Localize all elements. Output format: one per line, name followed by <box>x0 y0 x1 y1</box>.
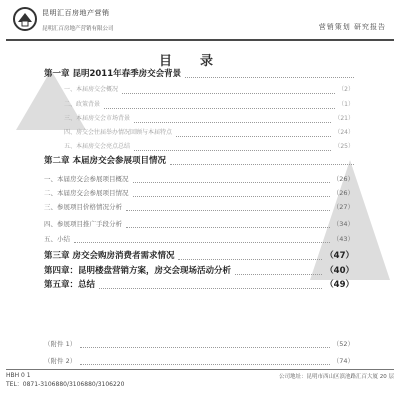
toc-leader-dots <box>74 242 330 243</box>
toc-entry[interactable] <box>0 279 400 293</box>
toc-entry[interactable] <box>0 218 400 232</box>
toc-leader-dots <box>235 274 322 275</box>
toc-entry-page: （1） <box>338 101 354 108</box>
toc-entry[interactable] <box>0 99 400 113</box>
footer-code: HBH 0 1 <box>6 372 31 379</box>
org-subtitle: 昆明汇百房地产营销有限公司 <box>42 26 114 32</box>
toc-entry-page: （47） <box>325 251 354 261</box>
toc-leader-dots <box>170 164 354 165</box>
toc-entry[interactable] <box>0 201 400 215</box>
toc-leader-dots <box>185 77 354 78</box>
toc-entry[interactable] <box>0 265 400 279</box>
toc-leader-dots <box>134 122 331 123</box>
toc-entry-title: 二、本届房交会参展项目情况 <box>44 189 129 197</box>
toc-entry-page: （27） <box>332 203 354 211</box>
toc-entry-title: （附件 2） <box>44 357 77 365</box>
toc-entry-page: （52） <box>332 340 354 348</box>
toc-entry[interactable] <box>0 355 400 369</box>
toc-entry-page: （49） <box>325 280 354 290</box>
toc-entry-title: 三、参展项目价格情况分析 <box>44 203 122 211</box>
toc-entry[interactable] <box>0 113 400 127</box>
toc-leader-dots <box>126 210 330 211</box>
toc-entry[interactable] <box>0 68 400 82</box>
toc-entry-title: 第一章 昆明2011年春季房交会背景 <box>44 69 182 79</box>
org-name: 昆明汇百房地产营销 <box>42 9 110 17</box>
toc-leader-dots <box>126 227 330 228</box>
toc-entry-title: （附件 1） <box>44 340 77 348</box>
toc-entry-title: 四、参展项目推广手段分析 <box>44 220 122 228</box>
toc-entry-title: 第三章 房交会购房消费者需求情况 <box>44 251 175 261</box>
toc-entry[interactable] <box>0 155 400 169</box>
page-header <box>8 6 392 42</box>
footer-left <box>6 371 124 389</box>
toc-leader-dots <box>176 136 331 137</box>
toc-leader-dots <box>178 259 322 260</box>
toc-entry-page: （34） <box>332 220 354 228</box>
toc-entry[interactable] <box>0 250 400 264</box>
toc-leader-dots <box>133 196 330 197</box>
toc-entry[interactable] <box>0 127 400 141</box>
toc-entry-title: 五、本届房交会亮点总结 <box>64 143 131 150</box>
toc-entry-page: （24） <box>334 129 354 136</box>
toc-entry-title: 一、本届房交会概况 <box>64 86 119 93</box>
toc-entry-title: 一、本届房交会参展项目概况 <box>44 175 129 183</box>
toc-leader-dots <box>134 150 331 151</box>
toc-entry-page: （40） <box>325 266 354 276</box>
footer-rule <box>6 369 394 370</box>
toc-entry-page: （26） <box>332 175 354 183</box>
header-rule <box>6 39 394 41</box>
toc-entry-page: （21） <box>334 115 354 122</box>
toc-entry-title: 第四章：昆明楼盘营销方案，房交会现场活动分析 <box>44 266 232 276</box>
toc-entry[interactable] <box>0 233 400 247</box>
header-right-text: 营销策划 研究报告 <box>318 23 386 31</box>
toc-entry-title: 二、政策背景 <box>64 101 101 108</box>
toc-leader-dots <box>99 288 322 289</box>
toc-title: 目录 <box>158 54 241 69</box>
toc-entry-page: （26） <box>332 189 354 197</box>
toc-entry[interactable] <box>0 141 400 155</box>
toc-entry-title: 四、房交会往届举办情况回顾与本届特点 <box>64 129 173 136</box>
toc-entry-page: （25） <box>334 143 354 150</box>
footer-address: 公司地址：昆明市西山区滇池路汇百大厦 20 层 <box>279 374 394 380</box>
toc-entry[interactable] <box>0 187 400 201</box>
toc-leader-dots <box>104 108 335 109</box>
toc-entry[interactable] <box>0 173 400 187</box>
toc-entry-title: 五、小结 <box>44 235 70 243</box>
toc-entry-page: （74） <box>332 357 354 365</box>
toc-entry[interactable] <box>0 84 400 98</box>
toc-leader-dots <box>133 182 330 183</box>
toc-entry-page: （2） <box>338 86 354 93</box>
toc-leader-dots <box>80 347 330 348</box>
toc-entry-title: 第二章 本届房交会参展项目情况 <box>44 156 166 166</box>
toc-leader-dots <box>122 93 335 94</box>
company-logo <box>12 6 38 32</box>
toc-entry[interactable] <box>0 338 400 352</box>
toc-leader-dots <box>80 364 330 365</box>
toc-entry-title: 第五章：总结 <box>44 280 96 290</box>
toc-entry-page: （43） <box>332 235 354 243</box>
footer-phone: TEL：0871-3106880/3106880/3106220 <box>6 381 125 388</box>
toc-entry-title: 三、本届房交会市场背景 <box>64 115 131 122</box>
